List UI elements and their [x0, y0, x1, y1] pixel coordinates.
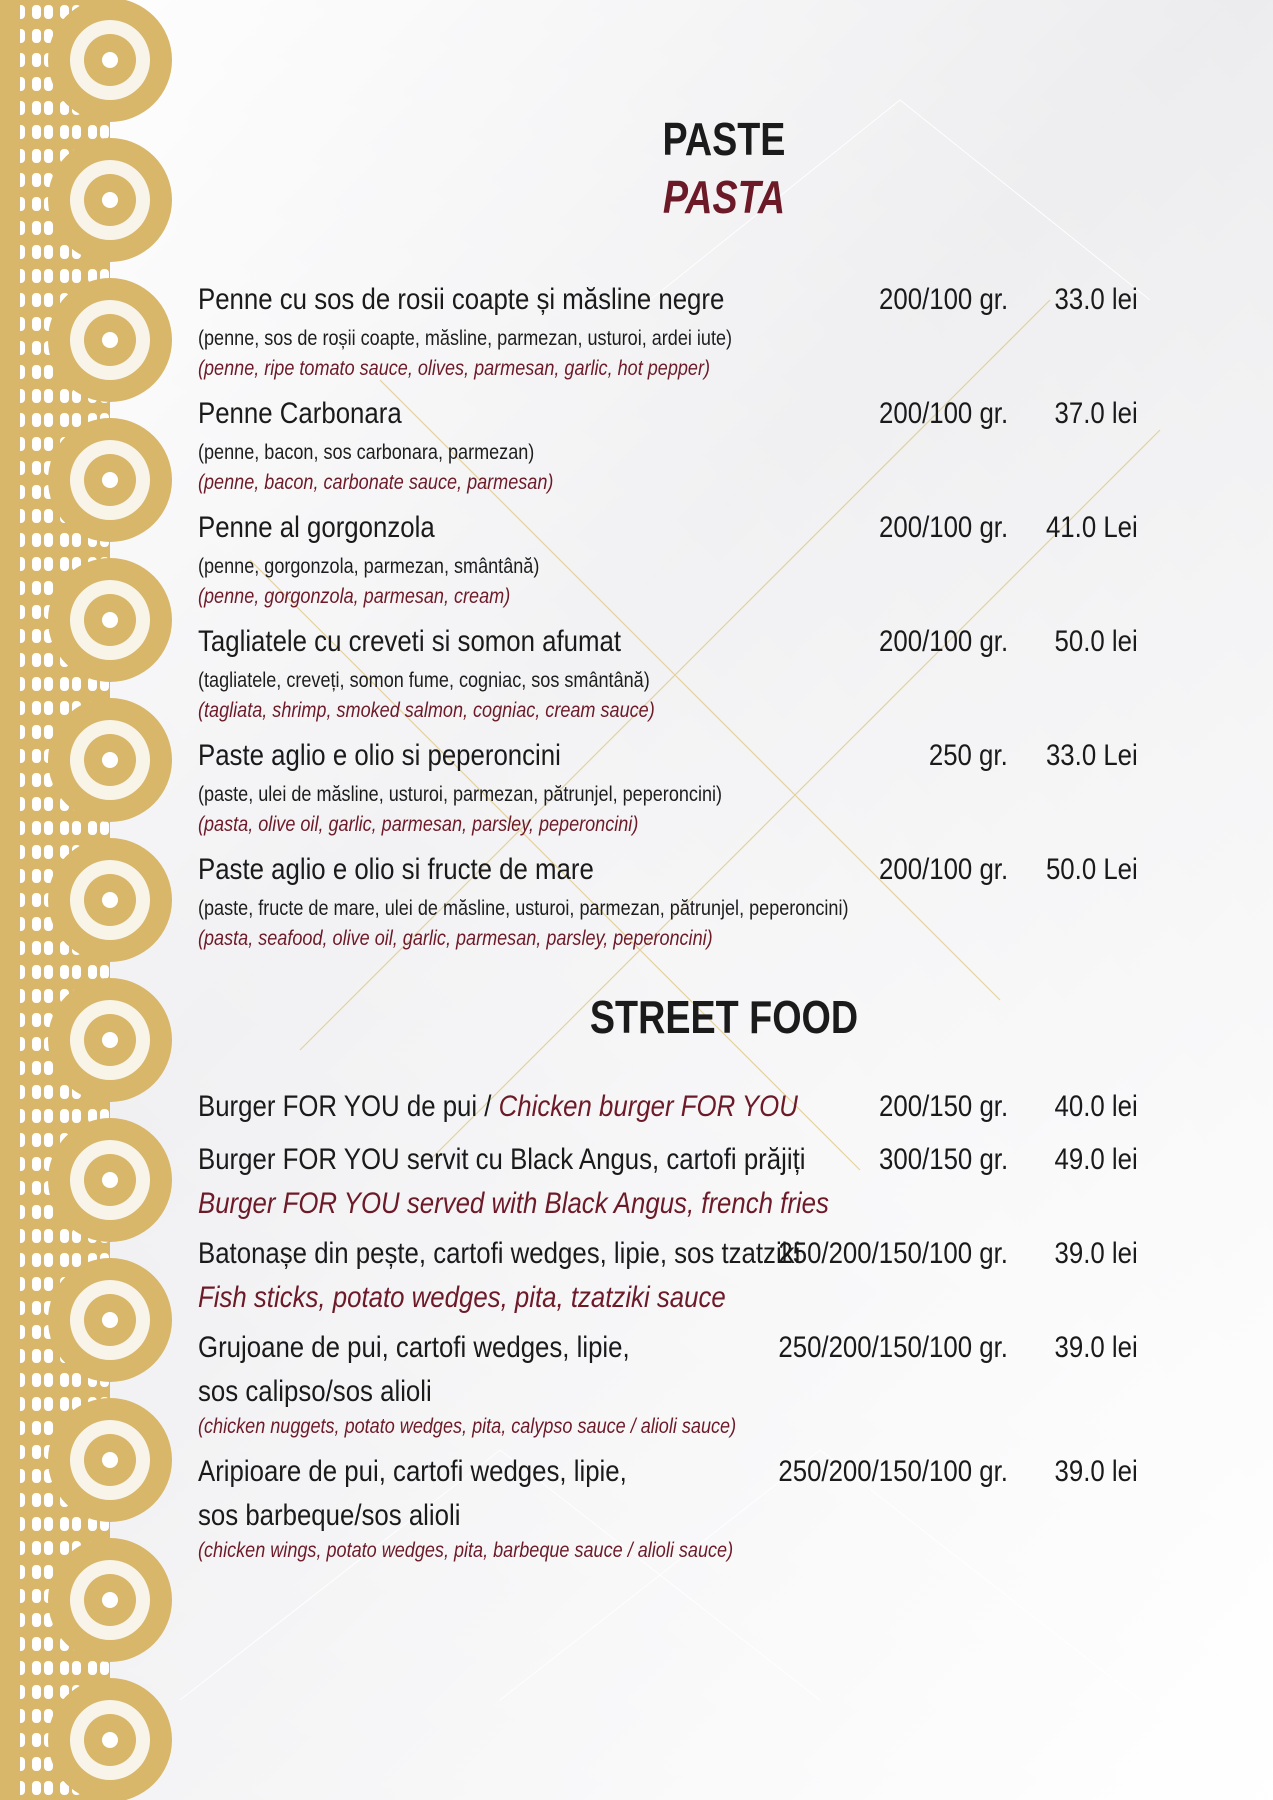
menu-item	[198, 625, 1138, 723]
street-food-title: STREET FOOD	[589, 991, 859, 1043]
item-price: 39.0 lei	[1054, 1455, 1138, 1488]
item-desc-en: (penne, ripe tomato sauce, olives, parmesan, garlic, hot pepper)	[198, 357, 710, 380]
item-desc-ro: (tagliatele, creveți, somon fume, cogniac, sos smântână)	[198, 669, 650, 692]
menu-item	[198, 1331, 1138, 1439]
item-name: Grujoane de pui, cartofi wedges, lipie,	[198, 1331, 630, 1364]
item-price: 40.0 lei	[1054, 1090, 1138, 1123]
item-desc-ro: (penne, gorgonzola, parmezan, smântână)	[198, 555, 540, 578]
item-desc-en: (pasta, olive oil, garlic, parmesan, parsley, peperoncini)	[198, 813, 639, 836]
item-name-en: Chicken burger FOR YOU	[498, 1090, 798, 1123]
item-desc-en: (penne, gorgonzola, parmesan, cream)	[198, 585, 511, 608]
item-desc-ro: (paste, fructe de mare, ulei de măsline, usturoi, parmezan, pătrunjel, peperoncini)	[198, 897, 849, 920]
item-weight: 250 gr.	[929, 739, 1008, 772]
item-price: 49.0 lei	[1054, 1143, 1138, 1176]
menu-item	[198, 283, 1138, 381]
item-desc-en: (penne, bacon, carbonate sauce, parmesan)	[198, 471, 554, 494]
item-price: 33.0 Lei	[1046, 739, 1138, 772]
item-weight: 200/100 gr.	[878, 283, 1008, 316]
menu-item	[198, 1455, 1138, 1563]
item-desc-ro: (penne, sos de roșii coapte, măsline, parmezan, usturoi, ardei iute)	[198, 327, 733, 350]
item-weight: 250/200/150/100 gr.	[778, 1331, 1008, 1364]
item-name: Penne cu sos de rosii coapte și măsline negre	[198, 283, 725, 316]
item-name: Aripioare de pui, cartofi wedges, lipie,	[198, 1455, 627, 1488]
item-weight: 250/200/150/100 gr.	[778, 1237, 1008, 1270]
menu-item	[198, 853, 1138, 951]
item-name-line2: sos calipso/sos alioli	[198, 1375, 432, 1408]
item-weight: 200/100 gr.	[878, 625, 1008, 658]
item-name: Paste aglio e olio si fructe de mare	[198, 853, 594, 886]
item-name: Paste aglio e olio si peperoncini	[198, 739, 561, 772]
item-desc-ro: (penne, bacon, sos carbonara, parmezan)	[198, 441, 535, 464]
pasta-title-en: PASTA	[662, 171, 786, 223]
item-weight: 250/200/150/100 gr.	[778, 1455, 1008, 1488]
item-price: 33.0 lei	[1054, 283, 1138, 316]
item-name-en: Fish sticks, potato wedges, pita, tzatziki sauce	[198, 1281, 726, 1314]
item-name: Burger FOR YOU de pui / Chicken burger FOR YOU	[198, 1090, 798, 1123]
item-price: 37.0 lei	[1054, 397, 1138, 430]
item-name: Burger FOR YOU servit cu Black Angus, cartofi prăjiți	[198, 1143, 806, 1176]
pasta-title-ro: PASTE	[662, 113, 786, 165]
item-weight: 200/100 gr.	[878, 511, 1008, 544]
menu-item	[198, 397, 1138, 495]
item-desc-en: (pasta, seafood, olive oil, garlic, parmesan, parsley, peperoncini)	[198, 927, 713, 950]
item-price: 50.0 lei	[1054, 625, 1138, 658]
item-weight: 200/150 gr.	[878, 1090, 1008, 1123]
menu-item	[198, 1090, 1138, 1130]
item-desc-ro: (paste, ulei de măsline, usturoi, parmezan, pătrunjel, peperoncini)	[198, 783, 723, 806]
item-desc-en: (chicken nuggets, potato wedges, pita, calypso sauce / alioli sauce)	[198, 1415, 737, 1438]
menu-item	[198, 1237, 1138, 1315]
menu-item	[198, 511, 1138, 609]
menu-content	[198, 0, 1158, 1800]
item-desc-en: (tagliata, shrimp, smoked salmon, cogniac, cream sauce)	[198, 699, 655, 722]
item-name-line2: sos barbeque/sos alioli	[198, 1499, 461, 1532]
item-name: Tagliatele cu creveti si somon afumat	[198, 625, 622, 658]
item-weight: 200/100 gr.	[878, 397, 1008, 430]
menu-item	[198, 739, 1138, 837]
item-name-en: Burger FOR YOU served with Black Angus, french fries	[198, 1187, 829, 1220]
item-name: Penne Carbonara	[198, 397, 402, 430]
item-price: 41.0 Lei	[1046, 511, 1138, 544]
item-name: Penne al gorgonzola	[198, 511, 435, 544]
menu-item	[198, 1143, 1138, 1221]
item-price: 50.0 Lei	[1046, 853, 1138, 886]
item-desc-en: (chicken wings, potato wedges, pita, barbeque sauce / alioli sauce)	[198, 1539, 734, 1562]
gold-lace-border	[0, 0, 180, 1800]
item-name: Batonașe din pește, cartofi wedges, lipie, sos tzatziki	[198, 1237, 801, 1270]
item-price: 39.0 lei	[1054, 1237, 1138, 1270]
item-weight: 200/100 gr.	[878, 853, 1008, 886]
item-weight: 300/150 gr.	[878, 1143, 1008, 1176]
item-price: 39.0 lei	[1054, 1331, 1138, 1364]
